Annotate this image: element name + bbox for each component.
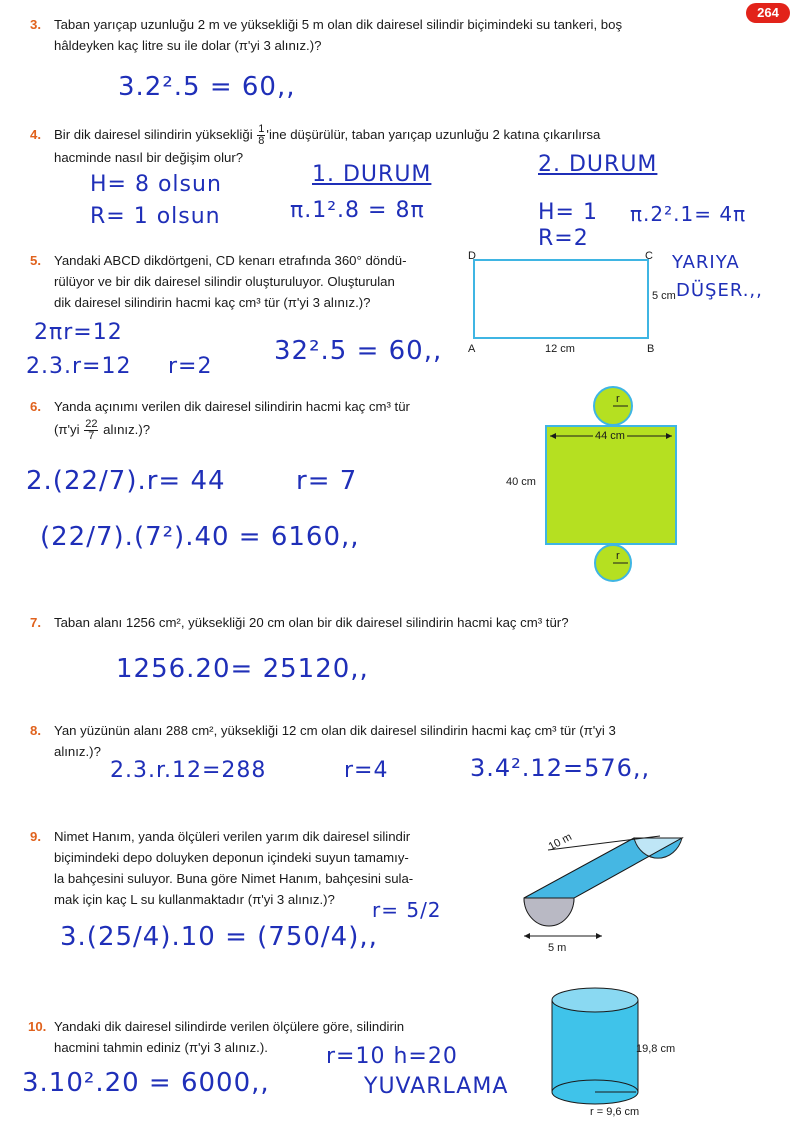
- radius-label: r = 9,6 cm: [590, 1106, 640, 1118]
- question-6: [30, 396, 474, 443]
- question-number: 3.: [30, 17, 41, 32]
- width-label: 5 m: [548, 942, 567, 954]
- vertex-label: B: [647, 343, 655, 355]
- handwritten-note: YUVARLAMA: [364, 1074, 509, 1099]
- question-5: [30, 250, 454, 313]
- handwritten-answer: 3.2².5 = 60,,: [118, 72, 296, 102]
- question-text: hacminde nasıl bir değişim olur?: [54, 150, 244, 166]
- rectangle-figure: [466, 248, 666, 358]
- width-label: 44 cm: [595, 430, 625, 442]
- page-number-badge: 264: [746, 3, 790, 23]
- handwritten-note: 2πr=12: [34, 320, 123, 345]
- vertex-label: A: [468, 343, 476, 355]
- question-text: (π'yi $\frac{22}{7}$ alınız.)?: [54, 418, 151, 443]
- question-7: [30, 612, 734, 633]
- cylinder-figure: [550, 986, 646, 1108]
- question-text: Yanda açınımı verilen dik dairesel silindirin hacmi kaç cm³ tür: [54, 399, 410, 414]
- question-number: 10.: [28, 1019, 47, 1034]
- cylinder-net-figure: [540, 382, 690, 582]
- fraction: $\frac{1}{8}$: [258, 123, 265, 148]
- question-text: Nimet Hanım, yanda ölçüleri verilen yarım dik dairesel silindir: [54, 829, 411, 844]
- question-text: Yan yüzünün alanı 288 cm², yüksekliği 12 cm olan dik dairesel silindirin hacmi kaç cm³ tür (π'yi 3: [54, 723, 616, 738]
- question-number: 6.: [30, 399, 41, 414]
- handwritten-answer: 32².5 = 60,,: [274, 336, 443, 366]
- question-text: mak için kaç L su kullanmaktadır (π'yi 3 alınız.)?: [54, 892, 335, 907]
- question-text: Bir dik dairesel silindirin yüksekliği $\frac{1}{8}$ 'ine düşürülür, taban yarıçap uzunluğu 2 katına çıkarılırsa: [54, 123, 601, 148]
- radius-label: r: [616, 393, 620, 405]
- handwritten-note: r= 7: [296, 466, 358, 496]
- radius-label: r: [616, 550, 620, 562]
- handwritten-note: r= 5/2: [372, 898, 442, 922]
- question-text: alınız.)?: [54, 744, 101, 759]
- half-cylinder-trough-figure: [514, 818, 689, 960]
- handwritten-note: H= 8 olsun: [90, 172, 222, 197]
- vertex-label: C: [645, 250, 653, 262]
- handwritten-answer: 3.10².20 = 6000,,: [22, 1068, 270, 1098]
- question-text: hacmini tahmin ediniz (π'yi 3 alınız.).: [54, 1040, 268, 1055]
- question-text: la bahçesini suluyor. Buna göre Nimet Hanım, bahçesini sula-: [54, 871, 414, 886]
- question-number: 7.: [30, 615, 41, 630]
- handwritten-answer: 3.(25/4).10 = (750/4),,: [60, 922, 378, 952]
- length-label: 10 m: [546, 830, 574, 854]
- handwritten-note: R=2: [538, 226, 589, 251]
- rectangle-abcd: [474, 260, 648, 338]
- handwritten-answer: π.1².8 = 8π: [290, 198, 425, 223]
- fraction: $\frac{22}{7}$: [85, 418, 98, 443]
- question-3: [30, 14, 734, 56]
- side-length-label: 5 cm: [652, 290, 676, 302]
- question-text: Yandaki ABCD dikdörtgeni, CD kenarı etrafında 360° döndü-: [54, 253, 407, 268]
- handwritten-answer: π.2².1= 4π: [630, 202, 747, 226]
- question-number: 4.: [30, 127, 41, 142]
- question-text: Taban alanı 1256 cm², yüksekliği 20 cm olan bir dik dairesel silindirin hacmi kaç cm³ tür?: [54, 615, 569, 630]
- base-length-label: 12 cm: [545, 343, 575, 355]
- handwritten-note: r=4: [344, 758, 389, 783]
- question-text: Yandaki dik dairesel silindirde verilen ölçülere göre, silindirin: [54, 1019, 405, 1034]
- question-number: 9.: [30, 829, 41, 844]
- question-text: dik dairesel silindirin hacmi kaç cm³ tür (π'yi 3 alınız.)?: [54, 295, 371, 310]
- handwritten-note: r=2: [168, 354, 213, 379]
- question-text: hâldeyken kaç litre su ile dolar (π'yi 3 alınız.)?: [54, 38, 322, 53]
- handwritten-note: 2.3.r.12=288: [110, 758, 267, 783]
- height-label: 40 cm: [506, 476, 536, 488]
- question-number: 8.: [30, 723, 41, 738]
- vertex-label: D: [468, 250, 476, 262]
- question-number: 5.: [30, 253, 41, 268]
- height-label: 19,8 cm: [636, 1043, 676, 1055]
- handwritten-answer: 3.4².12=576,,: [470, 754, 651, 782]
- question-text: rülüyor ve bir dik dairesel silindir oluşturuluyor. Oluşturulan: [54, 274, 395, 289]
- handwritten-note: 2. DURUM: [538, 152, 658, 177]
- handwritten-answer: (22/7).(7²).40 = 6160,,: [40, 522, 360, 552]
- handwritten-answer: 1256.20= 25120,,: [116, 654, 369, 684]
- handwritten-note: YARIYA: [672, 252, 740, 273]
- question-text: biçimindeki depo doluyken deponun içindeki suyun tamamıy-: [54, 850, 409, 865]
- handwritten-note: H= 1: [538, 200, 598, 225]
- lateral-surface-rectangle: [546, 426, 676, 544]
- handwritten-note: R= 1 olsun: [90, 204, 221, 229]
- handwritten-note: 2.(22/7).r= 44: [26, 466, 226, 496]
- handwritten-note: DÜŞER.,,: [676, 280, 763, 301]
- handwritten-note: 1. DURUM: [312, 162, 432, 187]
- handwritten-note: r=10 h=20: [326, 1044, 458, 1069]
- question-text: Taban yarıçap uzunluğu 2 m ve yüksekliği 5 m olan dik dairesel silindir biçimindeki su tankeri, boş: [54, 17, 623, 32]
- handwritten-note: 2.3.r=12: [26, 354, 132, 379]
